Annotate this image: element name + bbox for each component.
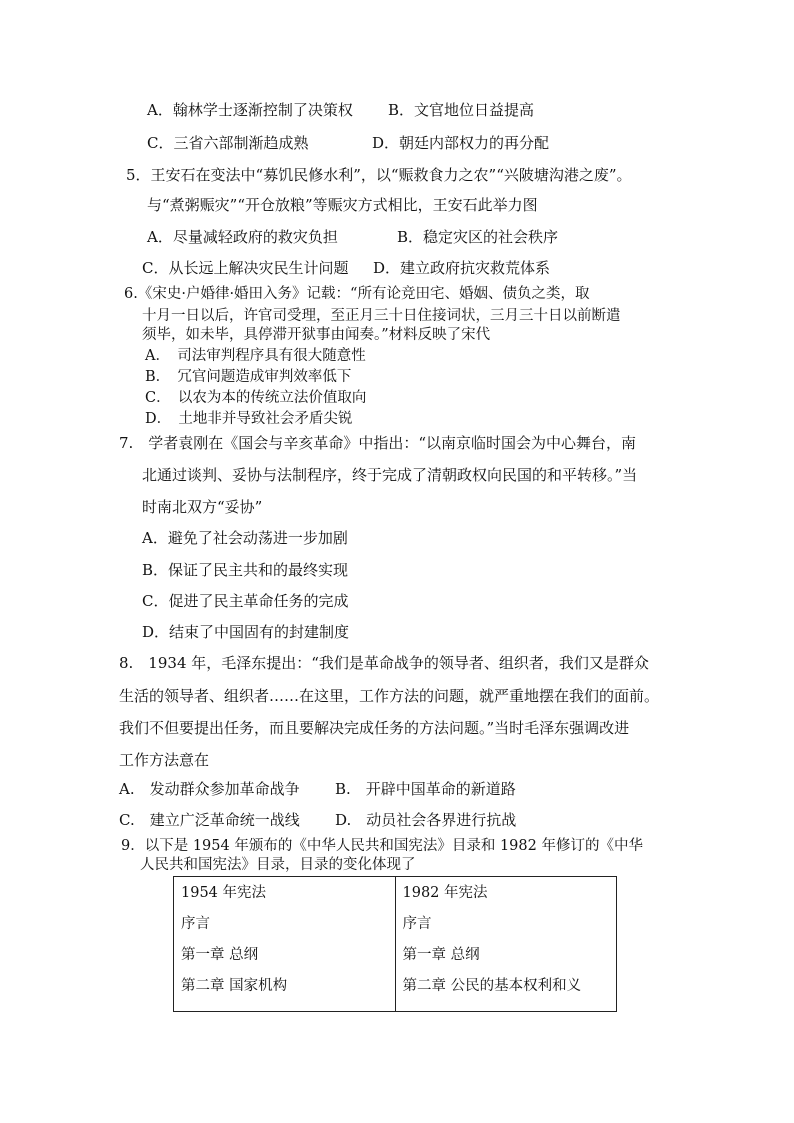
table-cell-1954	[174, 877, 396, 1012]
q8-stem-line-2: 生活的领导者、组织者……在这里，工作方法的问题，就严重地摆在我们的面前。	[119, 687, 660, 705]
q9-stem-line-2: 人民共和国宪法》目录，目录的变化体现了	[140, 857, 416, 873]
q5-option-b: B．稳定灾区的社会秩序	[397, 228, 559, 246]
q8-option-d: D. 动员社会各界进行抗战	[335, 811, 517, 829]
cell-line: 序言	[402, 916, 432, 932]
q7-stem-line-2: 北通过谈判、妥协与法制程序，终于完成了清朝政权向民国的和平转移。”当	[142, 466, 638, 484]
q7-option-a: A．避免了社会动荡进一步加剧	[142, 529, 348, 547]
q8-stem-line-1: 8. 1934 年，毛泽东提出：“我们是革命战争的领导者、组织者，我们又是群众	[119, 654, 649, 672]
q5-option-a: A．尽量减轻政府的救灾负担	[147, 228, 338, 246]
q8-option-b: B. 开辟中国革命的新道路	[335, 780, 516, 798]
q7-option-c: C．促进了民主革命任务的完成	[142, 592, 349, 610]
q6-stem-line-3: 须毕，如未毕，具停滞开狱事由闻奏。”材料反映了宋代	[142, 327, 491, 343]
table-cell-1982	[395, 877, 617, 1012]
cell-line: 1954 年宪法	[181, 885, 267, 901]
q8-option-a: A. 发动群众参加革命战争	[119, 780, 300, 798]
q8-stem-line-4: 工作方法意在	[119, 751, 210, 769]
q7-stem-line-1: 7. 学者袁刚在《国会与辛亥革命》中指出：“以南京临时国会为中心舞台，南	[119, 434, 636, 452]
q8-option-c: C. 建立广泛革命统一战线	[119, 811, 300, 829]
q6-option-a: A． 司法审判程序具有很大随意性	[145, 348, 366, 364]
cell-line: 第一章 总纲	[181, 947, 259, 963]
q7-option-b: B．保证了民主共和的最终实现	[142, 561, 349, 579]
q4-option-b: B．文官地位日益提高	[388, 101, 535, 119]
q5-option-d: D．建立政府抗灾救荒体系	[373, 259, 551, 277]
q5-option-c: C．从长远上解决灾民生计问题	[142, 259, 349, 277]
q6-stem-line-1: 6.《宋史·户婚律·婚田入务》记载：“所有论竞田宅、婚姻、债负之类，取	[124, 286, 590, 302]
q5-stem-line-1: 5．王安石在变法中“募饥民修水利”，以“赈救食力之农”“兴陂塘沟港之废”。	[126, 166, 632, 184]
cell-line: 第二章 国家机构	[181, 978, 288, 994]
cell-line: 序言	[181, 916, 210, 932]
constitution-table-of-contents	[173, 876, 617, 1012]
cell-line: 第二章 公民的基本权利和义	[402, 978, 582, 994]
cell-line: 第一章 总纲	[402, 947, 480, 963]
q6-option-d: D． 土地非并导致社会矛盾尖锐	[145, 411, 353, 427]
q8-stem-line-3: 我们不但要提出任务，而且要解决完成任务的方法问题。”当时毛泽东强调改进	[119, 719, 630, 737]
cell-line: 1982 年宪法	[402, 885, 488, 901]
q4-option-c: C．三省六部制渐趋成熟	[147, 134, 309, 152]
q9-stem-line-1: 9．以下是 1954 年颁布的《中华人民共和国宪法》目录和 1982 年修订的《中华	[121, 838, 643, 854]
q4-option-d: D．朝廷内部权力的再分配	[372, 134, 550, 152]
q6-stem-line-2: 十月一日以后，许官司受理，至正月三十日住接词状，三月三十日以前断遣	[142, 308, 621, 324]
table-row	[174, 877, 617, 1012]
q5-stem-line-2: 与“煮粥赈灾”“开仓放粮”等赈灾方式相比，王安石此举力图	[147, 196, 538, 214]
q7-option-d: D．结束了中国固有的封建制度	[142, 623, 350, 641]
q4-option-a: A．翰林学士逐渐控制了决策权	[147, 101, 353, 119]
q6-option-c: C． 以农为本的传统立法价值取向	[145, 390, 367, 406]
q6-option-b: B． 冗官问题造成审判效率低下	[145, 369, 352, 385]
q7-stem-line-3: 时南北双方“妥协”	[142, 498, 263, 516]
